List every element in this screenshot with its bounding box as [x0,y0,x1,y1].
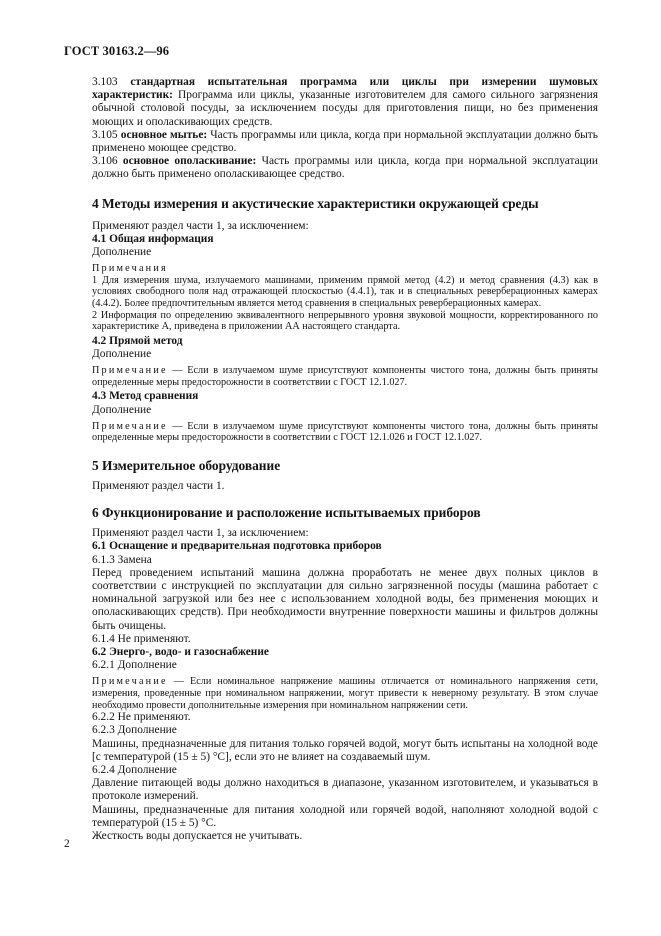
section-6-2-4: 6.2.4 Дополнение [92,764,177,777]
section-6-intro: Применяют раздел части 1, за исключением: [92,527,309,540]
notes-label: Примечания [92,263,168,275]
note-label: Примечание [92,365,168,377]
section-4-3-title: 4.3 Метод сравнения [92,390,199,403]
definition-text: Часть программы или цикла, когда при нормальной эксплуатации должно быть применено моющее средство. [92,128,598,155]
section-6-2-4-text-2: Машины, предназначенные для питания холодной или горячей водой, наполняют холодной водой с температурой (15 ± 5) °С. [92,803,598,829]
note-label: Примечание [92,676,168,688]
page-number: 2 [64,838,70,850]
section-6-title: 6 Функционирование и расположение испытываемых приборов [92,505,481,521]
definition-number: 3.106 [92,155,118,168]
section-6-2-4-text-1: Давление питающей воды должно находиться в диапазоне, указанном изготовителем, и указываться в протоколе измерений. [92,777,598,803]
definition-3-106 [92,155,598,181]
section-4-intro: Применяют раздел части 1, за исключением: [92,219,309,232]
definition-text: Программа или циклы, указанные изготовителем для самого сильного загрязнения обычной столовой посуды, за исключением посуды для приготовления пищи, но без применения моющих и ополаскивающих средств. [92,89,598,128]
definition-3-103 [92,76,598,129]
section-6-1-3-text: Перед проведением испытаний машина должна проработать не менее двух полных циклов в соответствии с инструкцией по эксплуатации для сильно загрязненной посуды (машина работает с номинальной загрузкой или без нее с использованием холодной воды, без применения моющих и ополаскивающих средств). При необходимости внутренние поверхности машины и фильтров должны быть очищены. [92,566,598,632]
section-4-1-addition: Дополнение [92,246,152,259]
note-text: — Если в излучаемом шуме присутствуют компоненты чистого тона, должны быть приняты определенные меры предосторожности в соответствии с ГОСТ 12.1.026 и ГОСТ 12.1.027. [92,420,598,444]
section-6-1-4: 6.1.4 Не применяют. [92,632,191,645]
definition-3-105 [92,129,598,155]
section-4-2-title: 4.2 Прямой метод [92,334,183,347]
section-6-2-2: 6.2.2 Не применяют. [92,711,191,724]
document-header: ГОСТ 30163.2—96 [64,44,170,58]
section-4-2-note [92,365,598,388]
section-4-3-note [92,421,598,444]
section-6-2-1: 6.2.1 Дополнение [92,659,177,672]
section-5-title: 5 Измерительное оборудование [92,457,281,473]
section-6-2-3: 6.2.3 Дополнение [92,724,177,737]
section-6-2-1-note [92,676,598,711]
definition-number: 3.105 [92,128,118,141]
section-6-2-3-text: Машины, предназначенные для питания только горячей водой, могут быть испытаны на холодной воде [с температурой (15 ± 5) °С], если это не влияет на создаваемый шум. [92,737,598,763]
section-6-2-title: 6.2 Энерго-, водо- и газоснабжение [92,646,269,659]
definition-term: основное мытье: [120,128,208,141]
section-6-1-title: 6.1 Оснащение и предварительная подготовка приборов [92,540,382,553]
section-6-2-4-text-3: Жесткость воды допускается не учитывать. [92,830,303,843]
page-content [92,76,598,843]
note-label: Примечание [92,420,168,432]
section-6-1-3: 6.1.3 Замена [92,553,152,566]
note-text: — Если в излучаемом шуме присутствуют компоненты чистого тона, должны быть приняты определенные меры предосторожности в соответствии с ГОСТ 12.1.027. [92,365,598,388]
section-5-text: Применяют раздел части 1. [92,479,225,492]
section-4-2-addition: Дополнение [92,348,152,360]
section-4-1-title: 4.1 Общая информация [92,232,214,245]
section-4-title: 4 Методы измерения и акустические характеристики окружающей среды [92,195,539,211]
definition-text: Часть программы или цикла, когда при нормальной эксплуатации должно быть применено ополаскивающее средство. [92,155,598,181]
definition-term: основное ополаскивание: [122,155,257,168]
definition-term: стандартная испытательная программа или циклы при измерении шумовых характеристик: [92,76,598,102]
note-1: 1 Для измерения шума, излучаемого машинами, применим прямой метод (4.2) и метод сравнения (4.3) как в условиях свободного поля над отражающей плоскостью (4.4.1), так и в специальных реверберационных камерах (4.4.2). Более предпочтительным является метод сравнения в специальных реверберационных камерах. [92,274,598,310]
section-4-3-addition: Дополнение [92,403,152,416]
definition-number: 3.103 [92,76,118,88]
note-2: 2 Информация по определению эквивалентного непрерывного уровня звуковой мощности, корректированного по характеристике А, приведена в приложении АА настоящего стандарта. [92,309,598,333]
note-text: — Если номинальное напряжение машины отличается от номинального напряжения сети, измерения, проведенные при номинальном напряжении, могут привести к неверному результату. В этом случае необходимо провести дополнительные измерения при номинальном напряжении сети. [92,676,598,711]
